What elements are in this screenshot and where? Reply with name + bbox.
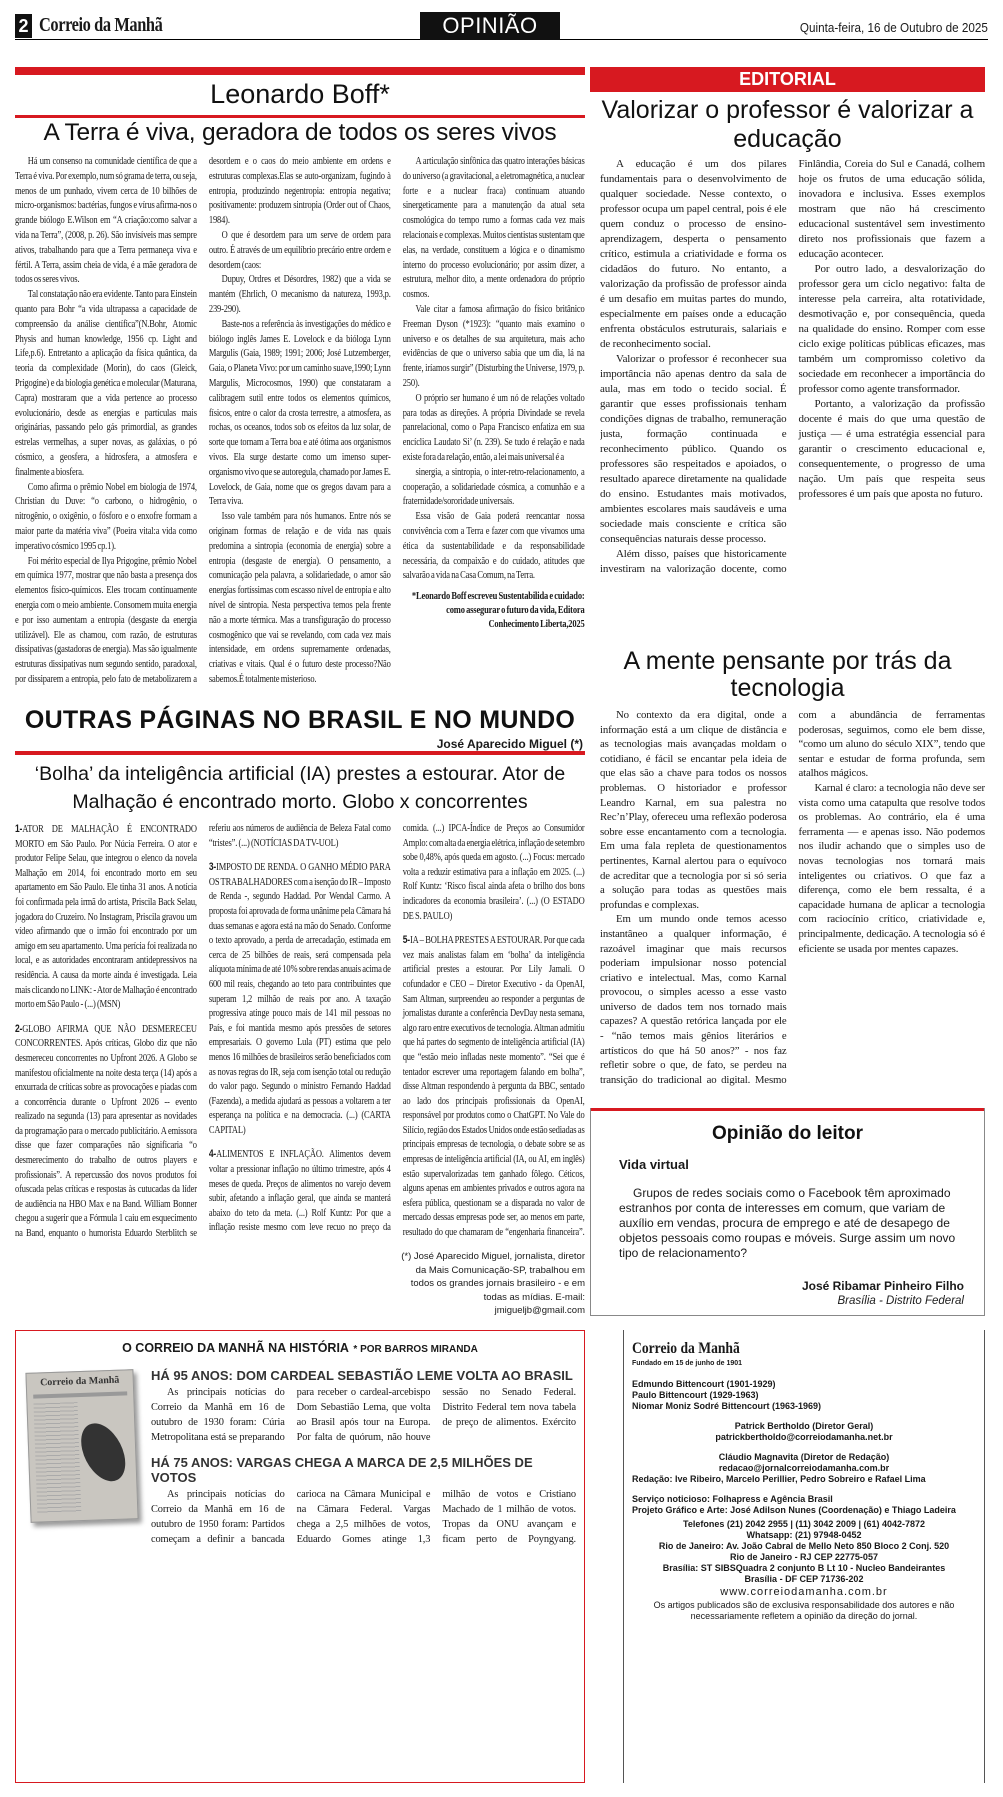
column-author: José Aparecido Miguel (*) — [436, 737, 583, 751]
letter-signature: José Ribamar Pinheiro Filho — [801, 1279, 964, 1293]
article-title: A Terra é viva, geradora de todos os seres vivos — [43, 119, 557, 146]
issue-date: Quinta-feira, 16 de Outubro de 2025 — [800, 20, 988, 35]
author-footnote: (*) José Aparecido Miguel, jornalista, diretor da Mais Comunicação-SP, trabalhou em todos os grandes jornais brasileiro - e em todas as mídias. E-mail: jmigueljb@gmail.com — [401, 1251, 585, 1316]
item-number: 5- — [402, 934, 410, 947]
letter-location: Brasília - Distrito Federal — [837, 1295, 964, 1307]
news-list — [15, 822, 585, 1244]
paragraph: As principais notícias do Correio da Manhã em 16 de outubro de 1950 foram: Partidos começam a definir a bancada carioca na Câmara Municipal e na Câmara Federal. Vargas chega a 2,5 milhões de votos, Eduardo Gomes atinge 1,3 milhão de votos e Cristiano Machado de 1 milhão de votos. Tropas da ONU avançam e ficam perto de Poyngyang. — [151, 1489, 576, 1545]
founder: Paulo Bittencourt (1929-1963) — [632, 1390, 759, 1400]
story-text — [151, 1385, 576, 1447]
box-title: Opinião do leitor — [712, 1123, 863, 1144]
contact-line: Brasília - DF CEP 71736-202 — [744, 1574, 864, 1584]
paragraph: Por outro lado, a desvalorização do professor gera um ciclo negativo: falta de interesse pela carreira, alta rotatividade, desmotivação e, por consequência, queda na qualidade do ensino. Romper com esse ciclo exige políticas públicas eficazes, mas também um compromisso coletivo da sociedade em reconhecer a importância do professor como agente transformador. — [798, 263, 985, 395]
founder: Niomar Moniz Sodré Bittencourt (1963-1969) — [632, 1401, 822, 1411]
paragraph: Essa visão de Gaia poderá reencantar nossa convivência com a Terra e fazer com que vivamos uma ética da sustentabilidade e da responsabilidade necessária, da compaixão e do cuidado, atitudes que salvarão a vida na Casa Comum, na Terra. — [402, 511, 585, 582]
author-bio: *Leonardo Boff escreveu Sustentabilida e cuidado: como assegurar o futuro da vida, Editora Conhecimento Liberta,2025 — [411, 591, 585, 631]
editorial-body — [600, 157, 985, 577]
contact-line: Whatsapp: (21) 97948-0452 — [746, 1530, 862, 1540]
paragraph: A educação é um dos pilares fundamentais para o desenvolvimento de qualquer sociedade. Nesse contexto, o professor ocupa um papel central, pois é ele quem conduz o processo de ensino-aprendizagem, desperta o pensamento crítico, estimula a criatividade e forma os cidadãos do futuro. No entanto, a valorização da profissão de professor ainda é um desafio em muitas partes do mundo, especialmente em países onde a educação enfrenta obstáculos estruturais, salariais e de reconhecimento social. — [600, 158, 787, 350]
byline: * POR BARROS MIRANDA — [353, 1344, 478, 1355]
newspaper-logo: Correio da Manhã — [39, 14, 163, 36]
contact-line: Rio de Janeiro: Av. João Cabral de Mello Neto 850 Bloco 2 Conj. 520 — [658, 1541, 950, 1551]
director-email[interactable]: patrickbertholdo@correiodamanha.net.br — [715, 1432, 893, 1442]
editorial-title: Valorizar o professor é valorizar a educação — [601, 96, 974, 153]
divider — [15, 115, 585, 118]
design-credits: Projeto Gráfico e Arte: José Adilson Nunes (Coordenação) e Thiago Ladeira — [632, 1505, 956, 1515]
paragraph: Em um mundo onde temos acesso instantâneo a qualquer informação, é razoável imaginar que mais recursos poderiam impulsionar nosso potencial criativo e intelectual. Mas, como Karnal provocou, o simples acesso a esse vasto universo de dados tem nos tornado mais capazes? A questão retórica lançada por ele - “não temos mais gênios literários e artísticos do que há 50 anos?” - nos faz refletir sobre o que, de fato, se perdeu na transição do tradicional ao digital. Mesmo com a abundância de ferramentas poderosas, seguimos, como ele bem disse, “como um aluno do século XIX”, tendo que sentar e estudar de forma profunda, sem atalhos mágicos. — [600, 709, 985, 1086]
article-body — [15, 155, 585, 700]
item-text: ALIMENTOS E INFLAÇÃO. Alimentos devem voltar a pressionar inflação no último trimestre, após 4 meses de queda. Preços de alimentos no varejo devem subir, afetando a inflação geral, que ainda se manterá abaixo do teto da meta. (...) Rolf Kuntz: Por que a inflação resiste mesmo com leve recuo no preço da comida. (...) IPCA-Índice de Preços ao Consumidor Amplo: com alta da energia elétrica, inflação de setembro sobe 0,48%, após queda em agosto. (...) Focus: mercado volta a reduzir estimativa para a inflação em 2025. (...) Rolf Kuntz: ‘Risco fiscal ainda afeta o brilho dos bons indicadores da economia brasileira’. (...) (O ESTADO DE S. PAULO) — [208, 823, 585, 1234]
paragraph: sinergia, a sintropia, o inter-retro-relacionamento, a cooperação, a solidariedade cósmica, a comunhão e a fraternidade/sororidade universais. — [402, 466, 585, 508]
paragraph: No contexto da era digital, onde a informação está a um clique de distância e as tecnologias mais avançadas moldam o cotidiano, é fácil se encantar pela ideia de que elas são a chave para todos os nossos problemas. O historiador e professor Leandro Karnal, em sua palestra no Rec’n’Play, ofereceu uma reflexão poderosa sobre esse encantamento com a tecnologia. Em uma fala repleta de questionamentos pertinentes, Karnal alertou para o equívoco de acreditar que a tecnologia por si só seria a solução para todas as questões mais profundas e complexas. — [600, 709, 787, 911]
article-body — [600, 708, 985, 1093]
paragraph: Valorizar o professor é reconhecer sua importância não apenas dentro da sala de aula, mas em todo o tecido social. É garantir que esses profissionais tenham condições dignas de trabalho, remuneração justa, formação continuada e reconhecimento público. Quando os professores são respeitados e apoiados, o resultado aparece diretamente na qualidade do ensino. Estudantes mais motivados, ambientes escolares mais saudáveis e uma sociedade mais consciente e crítica são consequências naturais desse processo. — [600, 353, 787, 545]
contact-line: Brasília: ST SIBSQuadra 2 conjunto B Lt 10 - Nucleo Bandeirantes — [662, 1563, 946, 1573]
history-box — [15, 1330, 585, 1783]
editor-email[interactable]: redacao@jornalcorreiodamanha.com.br — [718, 1463, 890, 1473]
news-item — [15, 822, 197, 1013]
masthead-box — [623, 1330, 985, 1783]
paragraph: Portanto, a valorização da profissão docente é mais do que uma questão de justiça — é uma estratégia essencial para garantir o crescimento educacional e, consequentemente, o progresso de uma nação. Um país que respeita seus professores é um país que aposta no futuro. — [798, 398, 985, 500]
founder: Edmundo Bittencourt (1901-1929) — [632, 1379, 776, 1389]
paragraph: Baste-nos a referência às investigações do médico e biólogo inglês James E. Lovelock e da bióloga Lynn Margulis (Gaia, 1989; 1991; 2006; José Lutzemberger, Gaia, o Planeta Vivo: por um caminho suave,1990; Lynn Margulis, Microcosmos, 1990) que constataram a calibragem sutil entre todos os elementos químicos, físicos, entre o calor da crosta terrestre, a atmosfera, as rochas, os oceanos, todos sob os efeitos da luz solar, de sorte que tornam a Terra boa e até ótima aos organismos vivos. Ela surge destarte como um imenso super-organismo vivo que se autoregula, chamado por James E. Lovelock, de Gaia, nome que os gregos davam para a Terra viva. — [208, 318, 391, 508]
item-number: 3- — [208, 861, 217, 874]
item-number: 4- — [208, 1148, 217, 1161]
news-service: Serviço noticioso: Folhapress e Agência Brasil — [632, 1494, 833, 1504]
paragraph: As principais notícias do Correio da Manhã em 16 de outubro de 1930 foram: Cúria Metropolitana está se preparando para receber o cardeal-arcebispo Dom Sebastião Lema, que volta ao Brasil após tour na Europa. Por falta de quórum, não houve sessão no Senado Federal. Distrito Federal tem nova tabela de preço de alimentos. Exército — [151, 1387, 576, 1443]
paragraph: A articulação sinfônica das quatro interações básicas do universo (a gravitacional, a eletromagnética, a nuclear forte e a nuclear fraca) continuam atuando sinergeticamente para a manutenção da atual seta cosmológica do tempo rumo a formas cada vez mais relacionais e complexas. Muitos cientistas sustentam que elas, na verdade, constituem a lógica e o dinamismo interno do processo evolucionário; por assim dizer, a estrutura, melhor dito, a mente ordenadora do próprio cosmos. — [402, 156, 585, 301]
paragraph: Foi mérito especial de Ilya Prigogine, prêmio Nobel em química 1977, mostrar que não basta a presença dos elementos físico-químicos. Eles trocam continuamente energia com o meio ambiente. Consomem muita energia e por isso aumentam a entropia (desgaste da energia utilizável). Ele as chamou, com razão, de estruturas dissipativas (gastadoras de energia). Mas são igualmente estruturas dissipativas num segundo sentido, paradoxal, por dissiparem a entropia, pelo fato de metabolizarem a desordem e o caos do meio ambiente em ordens e estruturas complexas.Elas se auto-organizam, fugindo à entropia, produzindo negentropia: entropia negativa; positivamente: produzem sintropia (Order out of Chaos, 1984). — [15, 156, 391, 685]
item-text: ATOR DE MALHAÇÃO É ENCONTRADO MORTO em São Paulo. Por Núcia Ferreira. O ator e produtor Felipe Selau, que integrou o elenco da novela Malhação em 2014, foi encontrado morto em seu apartamento em São Paulo. Ele tinha 31 anos. A notícia foi confirmada pela irmã do artista, Priscila Back Selau, jogadora do Cruzeiro. No Instagram, Priscila gravou um vídeo afirmando que o irmão foi encontrado por um amigo em seu apartamento. Uma perícia foi realizada no local, e as autoridades encontraram antidepressivos na residência. A causa da morte ainda é investigada. Leia mais clicando no LINK: - Ator de Malhação é encontrado morto em São Paulo - (...) (MSN) — [15, 824, 197, 1011]
item-number: 2- — [15, 1022, 23, 1035]
editorial-label: EDITORIAL — [590, 67, 985, 92]
contact-line: Rio de Janeiro - RJ CEP 22775-057 — [730, 1552, 878, 1562]
website-link[interactable]: www.correiodamanha.com.br — [720, 1586, 888, 1598]
box-title: O CORREIO DA MANHÃ NA HISTÓRIA — [122, 1341, 349, 1355]
editor: Cláudio Magnavita (Diretor de Redação) — [718, 1452, 890, 1462]
letter-text: Grupos de redes sociais como o Facebook têm aproximado estranhos por conta de interesses em comum, que variam de auxílio em vendas, procura de emprego e até de desapego de objetos pessoais como roupas e móveis. Surge assim um novo tipo de relacionamento? — [619, 1186, 956, 1260]
page-header — [15, 12, 988, 40]
masthead-logo: Correio da Manhã — [632, 1340, 740, 1357]
founded-date: Fundado em 15 de junho de 1901 — [632, 1360, 743, 1367]
news-item — [209, 860, 391, 1138]
staff: Redação: Ive Ribeiro, Marcelo Perillier, Pedro Sobreiro e Rafael Lima — [632, 1474, 926, 1484]
director: Patrick Bertholdo (Diretor Geral) — [734, 1421, 874, 1431]
paragraph: Além disso, países que historicamente investiram na valorização docente, como Finlândia, Coreia do Sul e Canadá, colhem hoje os frutos de uma educação sólida, inovadora e inclusiva. Esses exemplos mostram que não há crescimento educacional sustentável sem investimento direto nos profissionais que fazem a educação acontecer. — [600, 158, 985, 575]
clipping-logo: Correio da Manhã — [39, 1374, 120, 1389]
paragraph: Karnal é claro: a tecnologia não deve ser vista como uma catapulta que resolve todos os problemas. Ao contrário, ela é uma ferramenta — e apenas isso. Não podemos nos iludir achando que o simples uso de novas tecnologias nos tornará mais inteligentes ou criativos. O que faz a diferença, como ele bem ressalta, é a capacidade humana de aplicar a tecnologia com raciocínio crítico, criatividade e, principalmente, dedicação. A tecnologia só é eficiente se usada por mentes capazes. — [798, 781, 985, 955]
paragraph: Vale citar a famosa afirmação do físico britânico Freeman Dyson (*1923): “quanto mais examino o universo e os detalhes de sua arquitetura, mais acho evidências de que o universo sabia que um dia, lá na frente, iríamos surgir” (Disturbing the Universe, 1979, p. 250). — [402, 303, 585, 389]
letter-title: Vida virtual — [619, 1157, 689, 1172]
item-text: GLOBO AFIRMA QUE NÃO DESMERECEU CONCORRENTES. Após críticas, Globo diz que não desmereceu concorrentes no Upfront 2026. A Globo se manifestou oficialmente na noite desta terça (14) após a enxurrada de críticas sobre as provocações e piadas com a concorrência durante o Upfront 2026 -- evento realizado na segunda (13) para apresentar as novidades da programação para o mercado publicitário. A emissora disse que fazer comparações não significaria “o desmerecimento do trabalho de outros players e profissionais”. A repercussão dos novos produtos foi ofuscada pelas críticas e respostas às cutucadas da líder de audiência na HBO Max e na Band. William Bonner chegou a sugerir que a Fórmula 1 caiu em esquecimento na Band, enquanto o humorista Eduardo Sterblitch se referiu aos números de audiência de Beleza Fatal como “tristes”. (...) (NOTÍCIAS DA TV-UOL) — [15, 823, 391, 1240]
paragraph: Tal constatação não era evidente. Tanto para Einstein quanto para Bohr “a vida ultrapassa a capacidade de compreensão da análise científica”(N.Bohr, Atomic Physis and human knowledge, 1956 cp. Light and Life,p.6). Entretanto a aplicação da física quântica, da teoria da complexidade (Morin), do caos (Gleick, Prigogine) e da biologia genética e molecular (Maturana, Capra) mostraram que a vida pertence ao processo evolucionário, desde as energias e partículas mais originárias, passando pelo gás primordial, as grandes estrelas vermelhas, a super novas, as galáxias, o pó cósmico, a geosfera, a hidrosfera, a atmosfera e finalmente a biosfera. — [15, 289, 197, 478]
paragraph: O próprio ser humano é um nó de relações voltado para todas as direções. A própria Divindade se revela panrelacional, como o Papa Francisco enfatiza em sua encíclica Laudato Si’ (n. 239). Se tudo é relação e nada existe fora da relação, então, a lei mais universal é a — [402, 392, 585, 463]
article-headline: ‘Bolha’ da inteligência artificial (IA) prestes a estourar. Ator de Malhação é encontrado morto. Globo x concorrentes — [34, 763, 566, 813]
disclaimer: Os artigos publicados são de exclusiva responsabilidade dos autores e não necessariamente refletem a opinião da direção do jornal. — [653, 1600, 955, 1621]
item-text: IMPOSTO DE RENDA. O GANHO MÉDIO PARA OS TRABALHADORES com a isenção do IR – Imposto de Renda -, segundo Haddad. Por Wendal Carmo. A proposta foi aprovada de forma unânime pela Câmara há duas semanas e agora está na mão do Senado. Conforme o texto aprovado, a perda de arrecadação, estimada em cerca de 25 bilhões de reais, será compensada pela alíquota mínima de até 10% sobre rendas anuais acima de 600 mil reais, chegando ao teto para contribuintes que superam 1,2 milhão de reais por ano. A taxação progressiva atinge pouco mais de 141 mil pessoas no País, e foi mantida mesmo após pressões de setores empresariais. O governo Lula (PT) estima que pelo menos 16 milhões de brasileiros serão beneficiados com as novas regras do IR, seja com isenção total ou redução do valor pago. Segundo o ministro Fernando Haddad (Fazenda), a medida ajudará as pessoas a voltarem a ter esperança na política e na democracia. (...) (CARTA CAPITAL) — [208, 862, 391, 1136]
story-title: HÁ 95 ANOS: DOM CARDEAL SEBASTIÃO LEME VOLTA AO BRASIL — [151, 1368, 573, 1383]
divider — [15, 751, 585, 755]
section-label: OPINIÃO — [420, 12, 560, 40]
item-text: IA – BOLHA PRESTES A ESTOURAR. Por que cada vez mais analistas falam em ‘bolha’ da inteligência artificial prestes a estourar. Por Lily Jamali. O cofundador e CEO – Diretor Executivo - da OpenAI, Sam Altman, surpreendeu ao responder a perguntas de jornalistas durante a conferência DevDay nesta semana, algo raro entre executivos de tecnologia. Altman admitiu que há partes do segmento de inteligência artificial (IA) que “estão meio infladas neste momento”. “Sei que é tentador escrever uma reportagem falando em bolha”, disse Altman respondendo à pergunta da BBC, sentado ao lado dos principais profissionais da OpenAI, responsável por produtos como o ChatGPT. No Vale do Silício, região dos Estados Unidos onde estão sediadas as principais empresas de tecnologia, o debate sobre se as empresas de inteligência artificial (IA, ou AI, em inglês) estão supervalorizadas tem ganhado fôlego. Céticos, alguns apenas em ambientes privados e outros agora na esfera pública, questionam se a disparada no valor de mercado dessas empresas pode ser, ao menos em parte, resultado do que chamaram de “engenharia financeira”. — [402, 935, 585, 1239]
paragraph: O que é desordem para um serve de ordem para outro. É através de um equilíbrio precário entre ordem e desordem (caos: — [208, 229, 391, 271]
contact-line: Telefones (21) 2042 2955 | (11) 3042 2009 | (61) 4042-7872 — [682, 1519, 926, 1529]
historic-clipping-image — [25, 1369, 138, 1523]
story-title: HÁ 75 ANOS: VARGAS CHEGA A MARCA DE 2,5 MILHÕES DE VOTOS — [151, 1455, 533, 1485]
column-title: OUTRAS PÁGINAS NO BRASIL E NO MUNDO — [24, 706, 576, 734]
paragraph: Há um consenso na comunidade científica de que a Terra é viva. Por exemplo, num só grama de terra, ou seja, menos de um punhado, vivem cerca de 10 bilhões de micro-organismos: bactérias, fungos e vírus afirma-nos o grande biólogo E.Wilson em “A criação:como salvar a vida na Terra”, (2008, p. 26). São invisíveis mas sempre ativos, trabalhando para que a Terra permaneça viva e fértil. A Terra, assim cheia de vida, é a mãe geradora de todos os seres vivos. — [15, 156, 197, 286]
reader-opinion-box — [590, 1108, 985, 1316]
page-number: 2 — [15, 14, 32, 38]
article-title: A mente pensante por trás da tecnologia — [623, 647, 952, 702]
paragraph: Dupuy, Ordres et Désordres, 1982) que a vida se mantém (Ehrlich, O mecanismo da natureza, 1993,p. 239-290). — [208, 274, 391, 315]
item-number: 1- — [15, 823, 23, 835]
paragraph: Isso vale também para nós humanos. Entre nós se originam formas de relação e de vida nas quais predomina a sintropia (economia de energia) sobre a entropia (desgaste de energia). O pensamento, a comunicação pela palavra, a solidariedade, o amor são energias fortíssimas com escasso nível de entropia e alto nível de sintropia. Nesta perspectiva temos pela frente não a morte térmica. Mas a transfiguração do processo cosmogênico que vai se revelando, com cada vez mais intensidade, em ordens supremamente ordenadas, criativas e vitais. Qual é o futuro deste processo?Não sabemos.É totalmente misterioso. — [208, 511, 391, 685]
author-name: Leonardo Boff* — [210, 79, 390, 109]
story-text — [151, 1487, 576, 1549]
paragraph: Como afirma o prêmio Nobel em biologia de 1974, Christian du Duve: “o carbono, o hidrogênio, o nitrogênio, o oxigênio, o fósforo e o enxofre formam a maior parte da matéria viva” (Poeira vital:a vida como imperativo cósmico 1995 cp.1). — [15, 481, 197, 552]
divider — [15, 67, 585, 75]
